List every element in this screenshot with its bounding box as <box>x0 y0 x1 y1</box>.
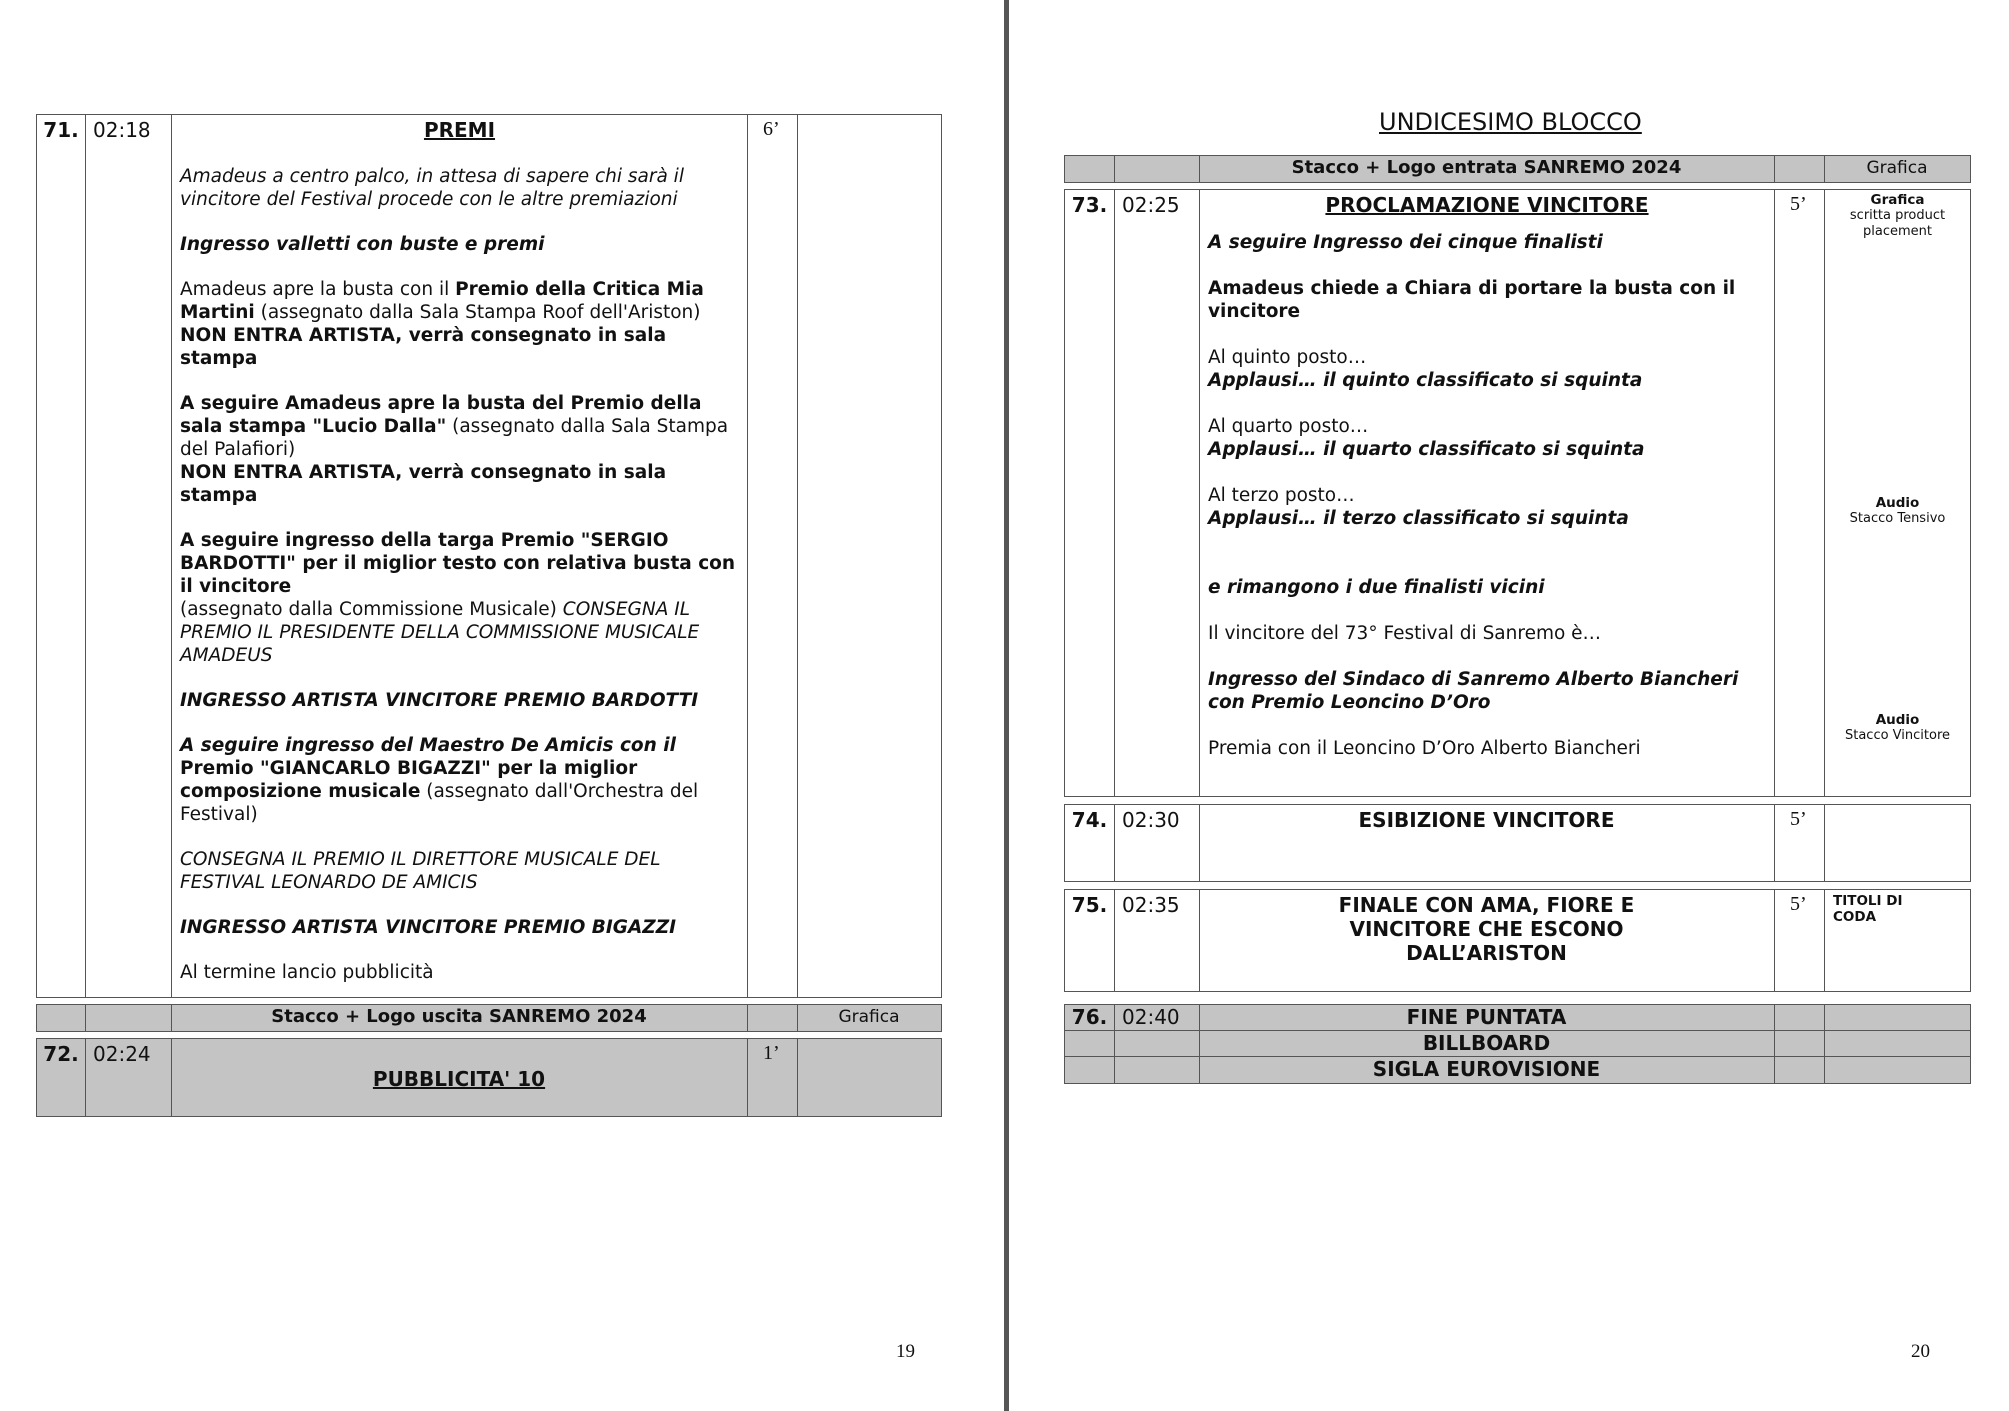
row-71 <box>36 114 942 998</box>
side-note-text: Stacco Tensivo <box>1849 511 1946 526</box>
stacco-bar <box>36 1004 942 1032</box>
row-duration: 5’ <box>1790 893 1807 915</box>
page-20 <box>1009 0 2009 1411</box>
side-note-text: Stacco Vincitore <box>1844 728 1951 743</box>
row-time: 02:18 <box>93 118 151 142</box>
paragraph: NON ENTRA ARTISTA, verrà consegnato in sala stampa <box>180 462 667 506</box>
paragraph: INGRESSO ARTISTA VINCITORE PREMIO BIGAZZI <box>180 917 677 938</box>
paragraph: Al quarto posto… <box>1208 416 1369 437</box>
row-72 <box>36 1038 942 1117</box>
row-content <box>172 115 747 997</box>
paragraph: Applausi… il quarto classificato si squinta <box>1208 439 1645 460</box>
bar-label: Stacco + Logo uscita SANREMO 2024 <box>271 1006 647 1027</box>
row-number: 75. <box>1071 893 1108 917</box>
row-number: 73. <box>1071 193 1108 217</box>
paragraph: Amadeus apre la busta con il Premio della Critica Mia Martini (assegnato dalla Sala Stampa Roof dell'Ariston) <box>180 279 704 323</box>
paragraph: A seguire ingresso del Maestro De Amicis con il <box>180 735 676 756</box>
paragraph: Applausi… il terzo classificato si squinta <box>1208 508 1629 529</box>
paragraph: Al quinto posto… <box>1208 347 1367 368</box>
page-number: 20 <box>1911 1341 1930 1362</box>
row-duration: 1’ <box>763 1042 780 1064</box>
paragraph: Al termine lancio pubblicità <box>180 962 434 983</box>
row-title: PROCLAMAZIONE VINCITORE <box>1325 193 1649 217</box>
row-title: SIGLA EUROVISIONE <box>1372 1057 1601 1081</box>
bar-label: Stacco + Logo entrata SANREMO 2024 <box>1291 157 1682 178</box>
side-note: TITOLI DI CODA <box>1833 893 1903 925</box>
paragraph: CONSEGNA IL PREMIO IL DIRETTORE MUSICALE DEL FESTIVAL LEONARDO DE AMICIS <box>180 849 661 893</box>
row-duration: 6’ <box>763 118 780 140</box>
paragraph: A seguire Amadeus apre la busta del Premio della sala stampa "Lucio Dalla" (assegnato dalla Sala Stampa del Palafiori) <box>180 393 729 460</box>
paragraph: Al terzo posto… <box>1208 485 1355 506</box>
side-note-title: Audio <box>1875 712 1920 728</box>
row-time: 02:25 <box>1122 193 1180 217</box>
row-time: 02:35 <box>1122 893 1180 917</box>
row-number: 72. <box>43 1042 79 1066</box>
row-74 <box>1064 804 1971 882</box>
paragraph: A seguire Ingresso dei cinque finalisti <box>1208 232 1603 253</box>
paragraph: Ingresso del Sindaco di Sanremo Alberto Biancheri con Premio Leoncino D’Oro <box>1208 669 1739 713</box>
paragraph: Ingresso valletti con buste e premi <box>180 234 545 255</box>
row-title: FINALE CON AMA, FIORE E VINCITORE CHE ESCONO DALL’ARISTON <box>1338 893 1635 965</box>
row-content <box>1200 190 1774 796</box>
row-75 <box>1064 889 1971 992</box>
row-title: ESIBIZIONE VINCITORE <box>1358 808 1615 832</box>
side-note-title: Grafica <box>1870 192 1925 208</box>
row-title: PREMI <box>423 118 496 142</box>
row-title: BILLBOARD <box>1422 1031 1551 1055</box>
row-number: 71. <box>43 118 79 142</box>
paragraph: Premia con il Leoncino D’Oro Alberto Biancheri <box>1208 738 1641 759</box>
paragraph: e rimangono i due finalisti vicini <box>1208 577 1545 598</box>
side-notes <box>1825 190 1970 796</box>
page-19 <box>0 0 1004 1411</box>
row-number: 74. <box>1071 808 1108 832</box>
paragraph: A seguire ingresso della targa Premio "SERGIO BARDOTTI" per il miglior testo con relativa busta con il vincitore <box>180 530 736 597</box>
paragraph: (assegnato dalla Commissione Musicale) CONSEGNA IL PREMIO IL PRESIDENTE DELLA COMMISSIONE MUSICALE AMADEUS <box>180 599 700 666</box>
row-76 <box>1064 1004 1971 1084</box>
paragraph: NON ENTRA ARTISTA, verrà consegnato in sala stampa <box>180 325 667 369</box>
side-note-text: scritta product placement <box>1849 208 1946 239</box>
row-time: 02:30 <box>1122 808 1180 832</box>
stacco-bar <box>1064 155 1971 183</box>
paragraph: Amadeus chiede a Chiara di portare la busta con il vincitore <box>1208 278 1736 322</box>
row-title: PUBBLICITA' 10 <box>372 1067 546 1091</box>
paragraph: INGRESSO ARTISTA VINCITORE PREMIO BARDOTTI <box>180 690 699 711</box>
row-time: 02:24 <box>93 1042 151 1066</box>
row-duration: 5’ <box>1790 808 1807 830</box>
row-73 <box>1064 189 1971 797</box>
row-number: 76. <box>1071 1005 1108 1029</box>
row-title: FINE PUNTATA <box>1406 1005 1567 1029</box>
row-time: 02:40 <box>1122 1005 1180 1029</box>
bar-grafica: Grafica <box>1866 158 1928 178</box>
side-note-title: Audio <box>1875 495 1920 511</box>
paragraph: Il vincitore del 73° Festival di Sanremo è… <box>1208 623 1602 644</box>
paragraph: Applausi… il quinto classificato si squinta <box>1208 370 1643 391</box>
paragraph: Amadeus a centro palco, in attesa di sapere chi sarà il vincitore del Festival procede con le altre premiazioni <box>180 166 684 210</box>
page-number: 19 <box>896 1341 915 1362</box>
paragraph: Premio "GIANCARLO BIGAZZI" per la miglior composizione musicale (assegnato dall'Orchestra del Festival) <box>180 758 699 825</box>
bar-grafica: Grafica <box>838 1007 900 1027</box>
row-duration: 5’ <box>1790 193 1807 215</box>
block-heading: UNDICESIMO BLOCCO <box>1379 108 1642 136</box>
